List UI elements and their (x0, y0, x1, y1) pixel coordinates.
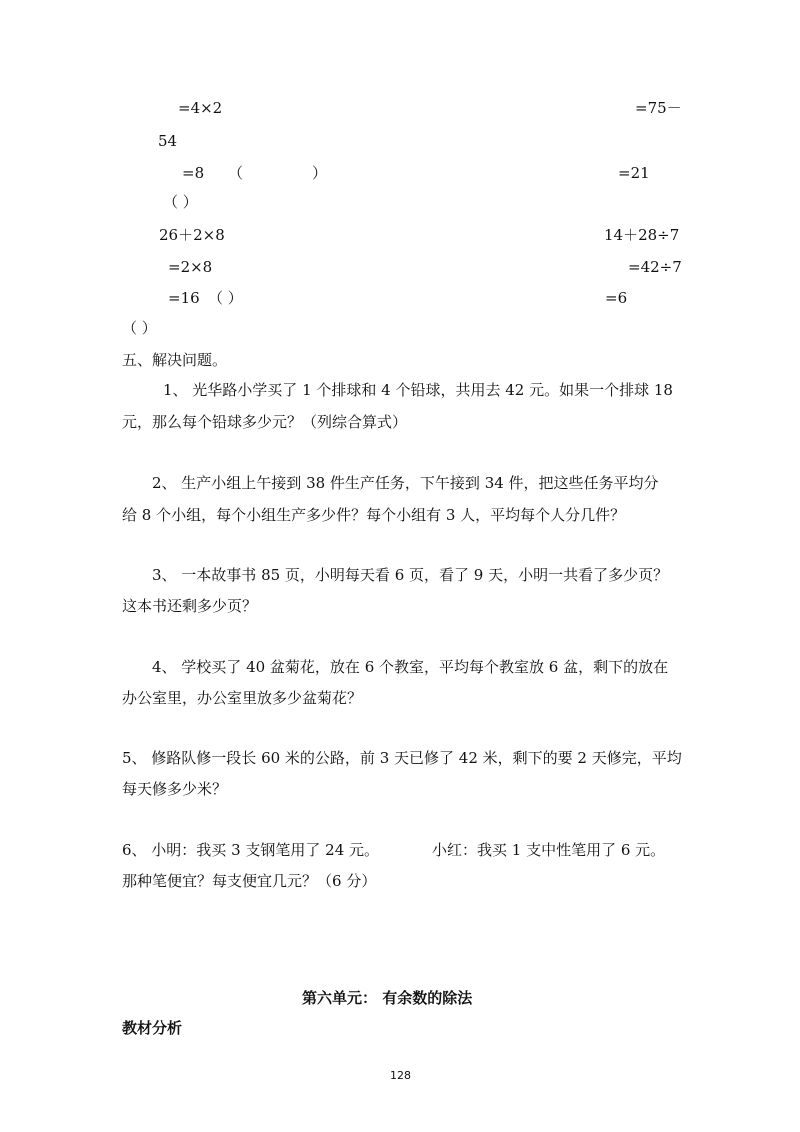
problem-4-line-1: 4、 学校买了 40 盆菊花，放在 6 个教室，平均每个教室放 6 盆，剩下的放在 (152, 658, 669, 676)
calc-2-result: =21 (618, 164, 650, 182)
problem-2-line-2: 给 8 个小组，每个小组生产多少件？每个小组有 3 人，平均每个人分几件？ (122, 506, 626, 524)
calc-1-step: =4×2 (178, 99, 223, 117)
calc-4-result: =6 (605, 289, 628, 307)
calc-1-continuation: 54 (158, 132, 178, 150)
problem-1-line-2: 元，那么每个铅球多少元？（列综合算式） (122, 413, 408, 431)
problem-2-line-1: 2、 生产小组上午接到 38 件生产任务，下午接到 34 件，把这些任务平均分 (152, 474, 659, 492)
calc-2-step: =75－ (635, 99, 682, 117)
problem-3-line-2: 这本书还剩多少页？ (122, 597, 258, 615)
answer-blank-open: （ (228, 164, 244, 182)
problem-4-line-2: 办公室里，办公室里放多少盆菊花？ (122, 689, 363, 707)
calc-3-result: =16 (168, 289, 200, 307)
answer-blank: （ ） (163, 193, 198, 211)
problem-6-line-1b: 小红：我买 1 支中性笔用了 6 元。 (432, 841, 666, 859)
problem-6-line-1a: 6、 小明：我买 3 支钢笔用了 24 元。 (122, 841, 380, 859)
calc-4-expression: 14＋28÷7 (604, 226, 680, 244)
answer-blank: （ ） (122, 319, 157, 337)
calc-1-result: =8 (182, 164, 205, 182)
section-heading: 五、解决问题。 (122, 351, 228, 369)
problem-1-line-1: 1、 光华路小学买了 1 个排球和 4 个铅球，共用去 42 元。如果一个排球 18 (163, 381, 673, 399)
calc-3-step: =2×8 (168, 258, 213, 276)
answer-blank-close: ） (312, 164, 328, 182)
problem-6-line-2: 那种笔便宜？每支便宜几元？（6 分） (122, 872, 377, 890)
answer-blank: （ ） (208, 289, 243, 307)
calc-3-expression: 26＋2×8 (159, 226, 225, 244)
problem-5-line-1: 5、 修路队修一段长 60 米的公路，前 3 天已修了 42 米，剩下的要 2 天修完，平均 (122, 749, 682, 767)
subheading: 教材分析 (122, 1019, 183, 1037)
problem-5-line-2: 每天修多少米？ (122, 780, 228, 798)
problem-3-line-1: 3、 一本故事书 85 页，小明每天看 6 页，看了 9 天，小明一共看了多少页？ (152, 566, 669, 584)
page-number: 128 (390, 1069, 411, 1082)
unit-title: 第六单元： 有余数的除法 (302, 989, 473, 1007)
calc-4-step: =42÷7 (628, 258, 682, 276)
